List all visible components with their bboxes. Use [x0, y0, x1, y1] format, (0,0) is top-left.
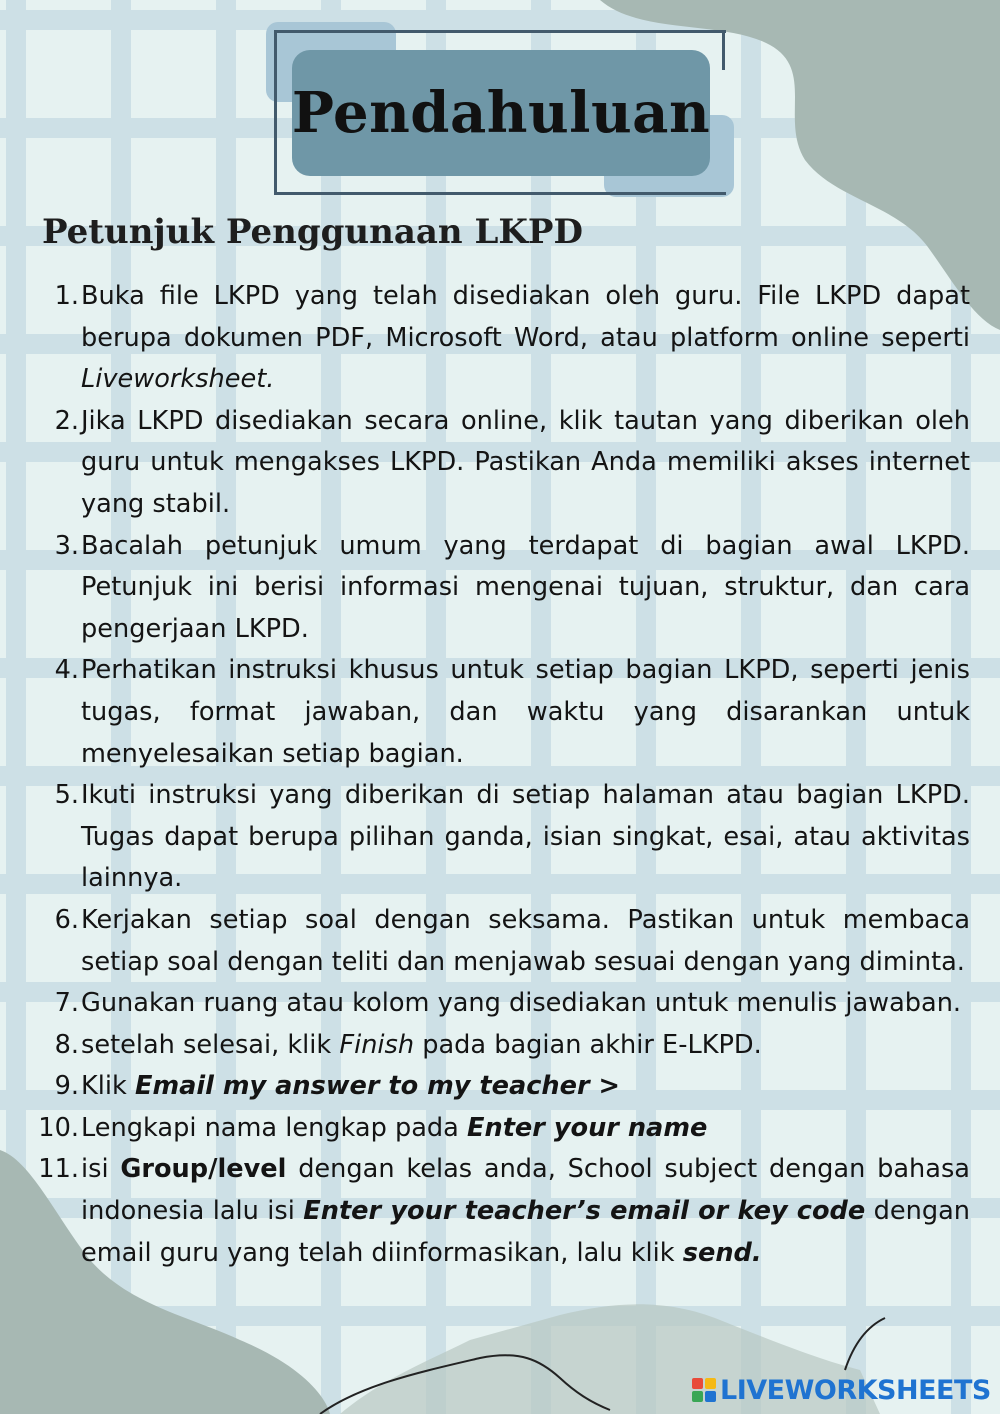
page-title: Pendahuluan [291, 80, 711, 146]
step-number: 9. [54, 1071, 79, 1102]
step-number: 11. [38, 1154, 79, 1185]
step-text: dengan kelas anda, [286, 1154, 568, 1185]
list-item [30, 1108, 970, 1150]
step-number: 1. [54, 281, 79, 311]
list-item [30, 1066, 970, 1108]
step-number: 10. [38, 1112, 79, 1143]
step-number: 8. [54, 1029, 79, 1060]
step-text: setelah selesai, klik [81, 1029, 340, 1060]
step-text: isi [81, 1154, 121, 1185]
title-box [292, 50, 710, 176]
step-emphasis: Enter your teacher’s email or key code [303, 1196, 866, 1227]
step-number: 5. [54, 780, 79, 811]
step-text: dengan email guru yang telah diinformasikan, lalu klik [81, 1196, 971, 1268]
step-emphasis: Finish [339, 1029, 415, 1060]
step-text: pada bagian akhir E-LKPD. [414, 1029, 762, 1060]
list-item [30, 276, 970, 401]
step-number: 7. [54, 988, 79, 1019]
step-emphasis: Enter your name [466, 1112, 708, 1143]
section-subtitle: Petunjuk Penggunaan LKPD [42, 212, 583, 252]
list-item [30, 650, 970, 775]
step-text: Jika LKPD disediakan secara online, klik tautan yang diberikan oleh guru untuk mengakses LKPD. Pastikan Anda memiliki akses internet yang stabil. [81, 405, 970, 519]
list-item [30, 401, 970, 526]
step-text: Gunakan ruang atau kolom yang disediakan untuk menulis jawaban. [81, 988, 962, 1019]
list-item [30, 983, 970, 1025]
step-text: dengan bahasa indonesia lalu isi [81, 1154, 970, 1227]
step-text: Ikuti instruksi yang diberikan di setiap halaman atau bagian LKPD. Tugas dapat berupa pilihan ganda, isian singkat, esai, atau aktivitas lainnya. [81, 780, 970, 894]
liveworksheets-watermark [692, 1374, 991, 1406]
step-text: Perhatikan instruksi khusus untuk setiap bagian LKPD, seperti jenis tugas, format jawaban, dan waktu yang disarankan untuk menyelesaikan setiap bagian. [81, 655, 970, 769]
step-number: 6. [54, 904, 79, 935]
step-emphasis: Liveworksheet. [81, 364, 275, 395]
list-item [30, 775, 970, 900]
step-emphasis: Email my answer to my teacher > [134, 1071, 620, 1102]
step-text: Kerjakan setiap soal dengan seksama. Pastikan untuk membaca setiap soal dengan teliti dan menjawab sesuai dengan yang diminta. [81, 904, 970, 977]
title-frame-edge [722, 30, 725, 70]
step-number: 3. [54, 530, 79, 561]
list-item [30, 900, 970, 983]
step-number: 4. [54, 655, 79, 686]
step-text: School subject [567, 1154, 758, 1185]
step-emphasis: Group/level [120, 1154, 287, 1185]
step-text: Buka file LKPD yang telah disediakan oleh guru. File LKPD dapat berupa dokumen PDF, Microsoft Word, atau platform online seperti [81, 281, 970, 353]
bottom-swoosh-line-2 [845, 1318, 885, 1370]
list-item [30, 1025, 970, 1067]
step-emphasis: send. [682, 1237, 762, 1268]
list-item [30, 1149, 970, 1274]
list-item [30, 526, 970, 651]
watermark-text: LIVEWORKSHEETS [720, 1374, 991, 1406]
liveworksheets-logo-icon [692, 1378, 716, 1402]
step-text: Lengkapi nama lengkap pada [81, 1112, 467, 1143]
step-text: Bacalah petunjuk umum yang terdapat di bagian awal LKPD. Petunjuk ini berisi informasi mengenai tujuan, struktur, dan cara pengerjaan LKPD. [81, 530, 970, 644]
step-text: Klik [81, 1071, 135, 1102]
instruction-list [30, 276, 970, 1274]
step-number: 2. [54, 405, 79, 436]
